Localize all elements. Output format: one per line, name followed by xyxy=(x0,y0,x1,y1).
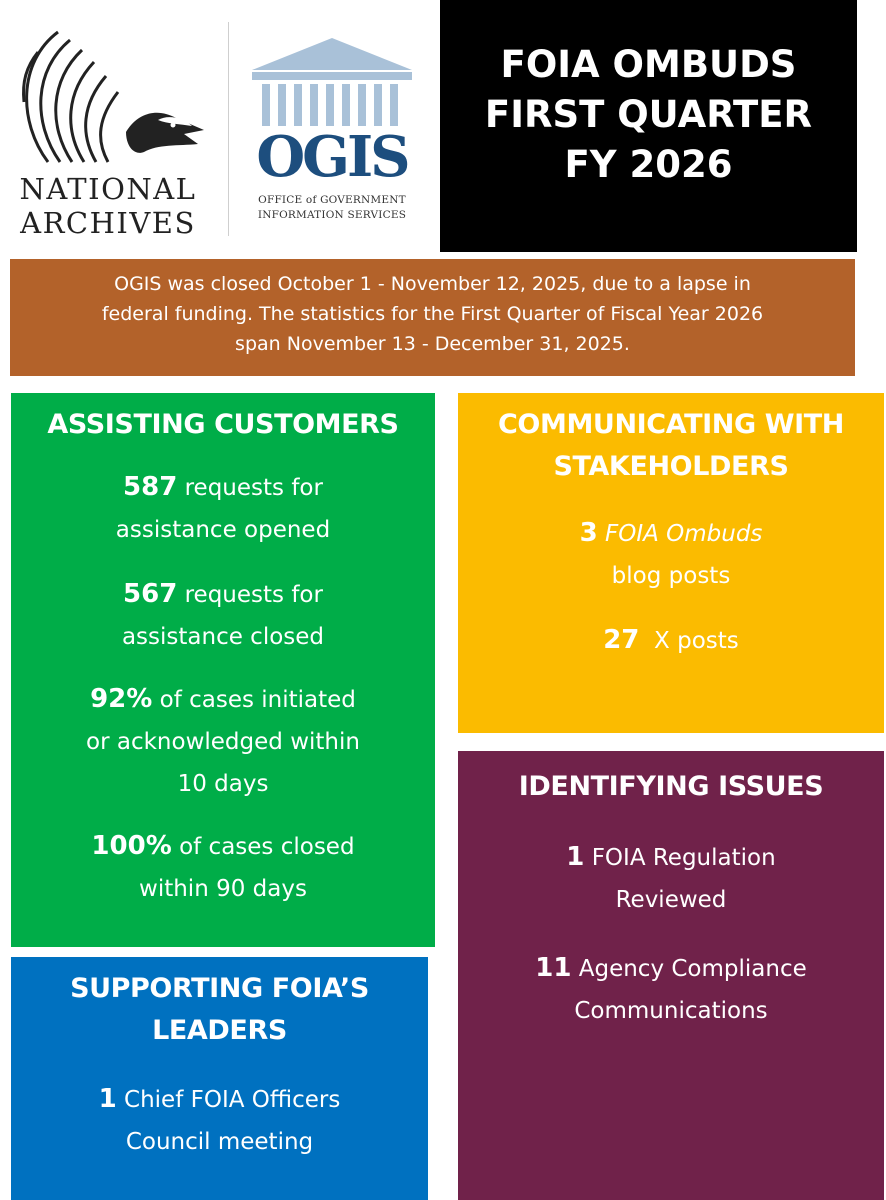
stat-label: Council meeting xyxy=(125,1129,314,1155)
identifying-issues-panel xyxy=(458,751,884,1200)
stat-label: assistance closed xyxy=(121,624,325,650)
ogis-logo xyxy=(246,38,418,234)
stat-label: of cases closed xyxy=(179,834,355,860)
stat-label: Communications xyxy=(574,998,768,1024)
notice-line2: federal funding. The statistics for the First Quarter of Fiscal Year 2026 xyxy=(101,303,764,325)
stat-label: 10 days xyxy=(177,771,269,797)
stat-label: within 90 days xyxy=(139,876,307,902)
supporting-heading-line2: LEADERS xyxy=(152,1015,287,1046)
eagle-icon xyxy=(8,22,212,182)
supporting-leaders-panel xyxy=(11,957,428,1200)
stat-cases-initiated xyxy=(11,678,435,805)
ogis-subtitle-line1: OFFICE of GOVERNMENT xyxy=(258,194,406,206)
stat-label: X posts xyxy=(654,628,739,654)
title-line1: FOIA OMBUDS xyxy=(500,43,797,86)
stat-blog-posts xyxy=(458,512,884,597)
national-archives-logo xyxy=(8,22,212,244)
logo-divider xyxy=(228,22,229,236)
stat-value: 587 xyxy=(123,472,178,502)
title-box xyxy=(440,0,857,252)
stat-value: 3 xyxy=(579,518,598,548)
stat-label: blog posts xyxy=(611,563,731,589)
stat-requests-opened xyxy=(11,466,435,551)
closure-notice xyxy=(10,259,855,376)
stat-value: 567 xyxy=(123,579,178,609)
notice-line3: span November 13 - December 31, 2025. xyxy=(235,333,630,355)
stat-label: requests for xyxy=(184,582,323,608)
stat-label: or acknowledged within xyxy=(86,729,360,755)
ogis-wordmark: OGIS xyxy=(256,124,408,190)
stat-label: Agency Compliance xyxy=(578,956,807,982)
stat-label: FOIA Regulation xyxy=(591,845,776,871)
communicating-heading-line1: COMMUNICATING WITH xyxy=(498,409,844,440)
stat-label: of cases initiated xyxy=(159,687,356,713)
stat-value: 1 xyxy=(566,842,585,872)
stat-value: 100% xyxy=(91,831,172,861)
communicating-panel xyxy=(458,393,884,733)
stat-label: FOIA Ombuds xyxy=(604,521,763,547)
building-icon xyxy=(246,38,418,130)
national-archives-line1: NATIONAL xyxy=(19,172,197,206)
stat-label: requests for xyxy=(184,475,323,501)
stat-value: 1 xyxy=(98,1084,117,1114)
supporting-heading-line1: SUPPORTING FOIA’S xyxy=(70,973,369,1004)
stat-value: 27 xyxy=(603,625,640,655)
stat-label: Chief FOIA Officers xyxy=(124,1087,341,1113)
assisting-customers-panel xyxy=(11,393,435,947)
title-line2: FIRST QUARTER xyxy=(484,93,813,136)
title-line3: FY 2026 xyxy=(564,143,733,186)
assisting-customers-heading: ASSISTING CUSTOMERS xyxy=(47,409,399,440)
stat-value: 11 xyxy=(535,953,572,983)
stat-cases-closed xyxy=(11,825,435,910)
stat-compliance-communications xyxy=(458,947,884,1032)
stat-label: assistance opened xyxy=(115,517,331,543)
notice-line1: OGIS was closed October 1 - November 12, 2025, due to a lapse in xyxy=(114,273,751,295)
stat-council-meeting xyxy=(11,1078,428,1163)
identifying-issues-heading: IDENTIFYING ISSUES xyxy=(518,771,824,802)
stat-label: Reviewed xyxy=(615,887,727,913)
stat-requests-closed xyxy=(11,573,435,658)
ogis-subtitle-line2: INFORMATION SERVICES xyxy=(257,209,407,221)
stat-x-posts xyxy=(458,619,884,662)
communicating-heading-line2: STAKEHOLDERS xyxy=(553,451,789,482)
stat-value: 92% xyxy=(90,684,153,714)
stat-regulation-reviewed xyxy=(458,836,884,921)
national-archives-line2: ARCHIVES xyxy=(20,206,196,240)
